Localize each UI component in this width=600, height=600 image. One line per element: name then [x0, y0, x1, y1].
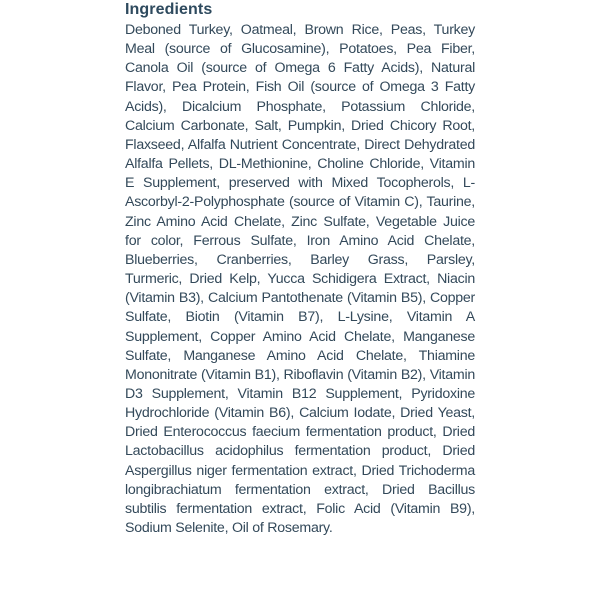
ingredients-panel: [125, 0, 475, 600]
ingredients-heading: Ingredients: [125, 1, 213, 18]
ingredients-list-text: Deboned Turkey, Oatmeal, Brown Rice, Peas, Turkey Meal (source of Glucosamine), Potatoes, Pea Fiber, Canola Oil (source of Omega 6 Fatty Acids), Natural Flavor, Pea Protein, Fish Oil (source of Omega 3 Fatty Acids), Dicalcium Phosphate, Potassium Chloride, Calcium Carbonate, Salt, Pumpkin, Dried Chicory Root, Flaxseed, Alfalfa Nutrient Concentrate, Direct Dehydrated Alfalfa Pellets, DL-Methionine, Choline Chloride, Vitamin E Supplement, preserved with Mixed Tocopherols, L-Ascorbyl-2-Polyphosphate (source of Vitamin C), Taurine, Zinc Amino Acid Chelate, Zinc Sulfate, Vegetable Juice for color, Ferrous Sulfate, Iron Amino Acid Chelate, Blueberries, Cranberries, Barley Grass, Parsley, Turmeric, Dried Kelp, Yucca Schidigera Extract, Niacin (Vitamin B3), Calcium Pantothenate (Vitamin B5), Copper Sulfate, Biotin (Vitamin B7), L-Lysine, Vitamin A Supplement, Copper Amino Acid Chelate, Manganese Sulfate, Manganese Amino Acid Chelate, Thiamine Mononitrate (Vitamin B1), Riboflavin (Vitamin B2), Vitamin D3 Supplement, Vitamin B12 Supplement, Pyridoxine Hydrochloride (Vitamin B6), Calcium Iodate, Dried Yeast, Dried Enterococcus faecium fermentation product, Dried Lactobacillus acidophilus fermentation product, Dried Aspergillus niger fermentation extract, Dried Trichoderma longibrachiatum fermentation extract, Dried Bacillus subtilis fermentation extract, Folic Acid (Vitamin B9), Sodium Selenite, Oil of Rosemary.: [125, 22, 475, 537]
